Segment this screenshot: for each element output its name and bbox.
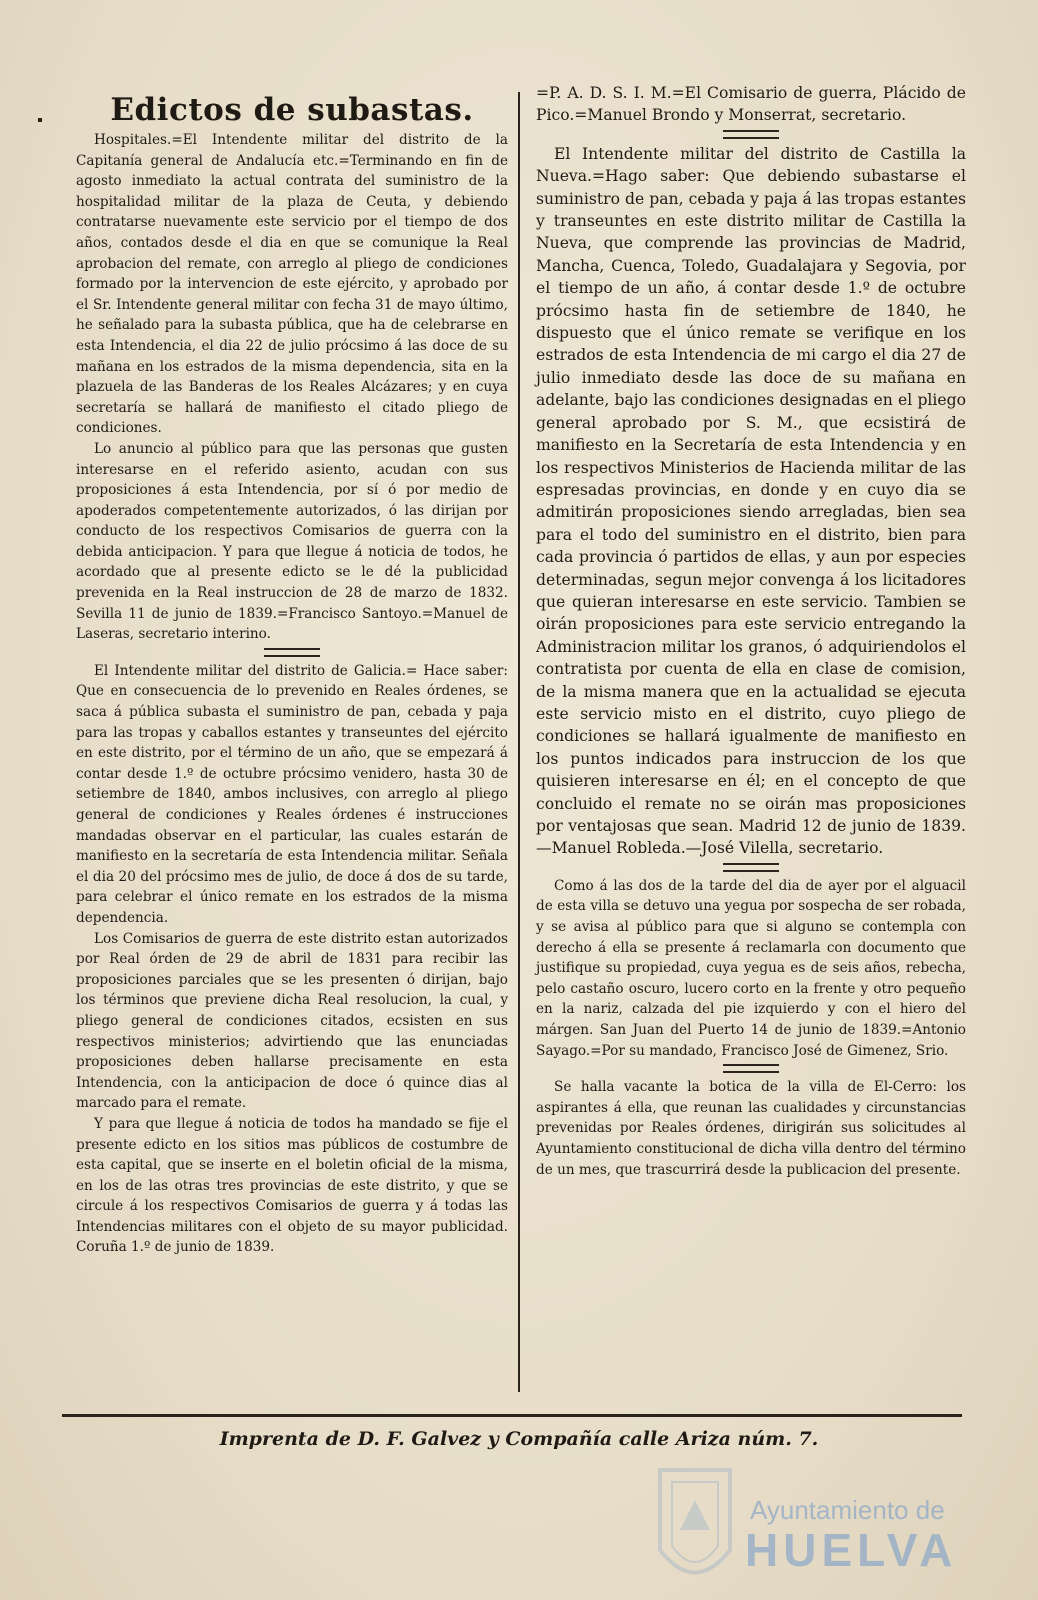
margin-mark (38, 118, 42, 122)
notice-botica: Se halla vacante la botica de la villa de El-Cerro: los aspirantes á ella, que reunan las cualidades y circunstancias prevenidas por Reales órdenes, dirigirán sus solicitudes al Ayuntamiento constitucional de dicha villa dentro del término de un mes, que trascurrirá desde la publicacion del presente. (536, 1079, 966, 1178)
edict-galicia-publicity: Y para que llegue á noticia de todos ha mandado se fije el presente edicto en los sitios mas públicos de costumbre de esta capital, que se inserte en el boletin oficial de la misma, en los de las otras tres provincias de este distrito, y que se circule á los respectivos Comisarios de guerra y á todas las Intendencias militares con el objeto de su mayor publicidad. Coruña 1.º de junio de 1839. (76, 1115, 508, 1256)
notice-yegua: Como á las dos de la tarde del dia de ayer por el alguacil de esta villa se detuvo una yegua por sospecha de ser robada, y se avisa al público para que si alguno se contempla con derecho á ella se presente á reclamarla con documento que justifique su propiedad, cuya yegua es de seis años, rebecha, pelo castaño oscuro, lucero corto en la frente y otro pequeño en la nariz, calzada del pie izquierdo y con el hiero del márgen. San Juan del Puerto 14 de junio de 1839.=Antonio Sayago.=Por su mandado, Francisco José de Gimenez, Srio. (536, 877, 966, 1059)
edict-galicia: El Intendente militar del distrito de Galicia.= Hace saber: Que en consecuencia de lo prevenido en Reales órdenes, se saca á pública subasta el suministro de pan, cebada y paja para las tropas y caballos estantes y transeuntes del ejército en este distrito, por el término de un año, que se empezará á contar desde 1.º de octubre prócsimo venidero, hasta 30 de setiembre de 1840, ambos inclusives, con arreglo al pliego general de condiciones y Reales órdenes é instrucciones mandadas observar en el particular, las cuales estarán de manifiesto en la secretaría de esta Intendencia militar. Señala el dia 20 del prócsimo mes de julio, de doce á dos de su tarde, para celebrar el único remate en los estrados de la misma dependencia. (76, 662, 508, 926)
left-column (76, 82, 508, 1258)
separator (264, 648, 320, 657)
edict-castilla-la-nueva: El Intendente militar del distrito de Castilla la Nueva.=Hago saber: Que debiendo subastarse el suministro de pan, cebada y paja á las tropas estantes y transeuntes en este distrito militar de Castilla la Nueva, que comprende las provincias de Madrid, Mancha, Cuenca, Toledo, Guadalajara y Segovia, por el tiempo de un año, á contar desde 1.º de octubre prócsimo hasta fin de setiembre de 1840, he dispuesto que el único remate se verifique en los estrados de esta Intendencia de mi cargo el dia 27 de julio inmediato desde las doce de su mañana en adelante, bajo las condiciones designadas en el pliego general aprobado por S. M., que ecsistirá de manifiesto en la Secretaría de esta Intendencia y en los respectivos Ministerios de Hacienda militar de las espresadas provincias, en donde y en cuyo dia se admitirán proposiciones siendo arregladas, bien sea para el todo del suministro en el distrito, bien para cada provincia ó partidos de ellas, y aun por especies determinadas, segun mejor convenga á los licitadores que quieran interesarse en este servicio. Tambien se oirán proposiciones para este servicio entregando la Administracion militar los granos, ó adquiriendolos el contratista por cuenta de ella en clase de comision, de la misma manera que en la actualidad se ejecuta este servicio misto en el distrito, cuyo pliego de condiciones se hallará igualmente de manifiesto en los puntos indicados para instruccion de los que quisieren interesarse en él; en el concepto de que concluido el remate no se oirán mas proposiciones por ventajosas que sean. Madrid 12 de junio de 1839.—Manuel Robleda.—José Vilella, secretario. (536, 144, 966, 858)
footer-rule (62, 1414, 962, 1417)
right-column (536, 82, 966, 1180)
separator (723, 863, 779, 872)
imprint-line: Imprenta de D. F. Galvez y Compañía calle Ariza núm. 7. (219, 1428, 819, 1450)
edict-hospitales: Hospitales.=El Intendente militar del distrito de la Capitanía general de Andalucía etc.=Terminando en fin de agosto inmediato la actual contrata del suministro de la hospitalidad militar de la plaza de Ceuta, y debiendo contratarse nuevamente este servicio por el tiempo de dos años, contados desde el dia en que se comunique la Real aprobacion del remate, con arreglo al pliego de condiciones formado por la intervencion de este ejército, y aprobado por el Sr. Intendente general militar con fecha 31 de mayo último, he señalado para la subasta pública, que ha de celebrarse en esta Intendencia, el dia 22 de julio prócsimo á las doce de su mañana en los estrados de la misma dependencia, sita en la plazuela de las Banderas de los Reales Alcázares; y en cuya secretaría se hallará de manifiesto el citado pliego de condiciones. (76, 132, 508, 437)
separator (723, 1064, 779, 1073)
edict-hospitales-continued: Lo anuncio al público para que las personas que gusten interesarse en el referido asiento, acudan con sus proposiciones á esta Intendencia, por sí ó por medio de apoderados competentemente autorizados, ó las dirijan por conducto de los respectivos Comisarios de guerra con la debida anticipacion. Y para que llegue á noticia de todos, he acordado que al presente edicto se le dé la publicidad prevenida en la Real instruccion de 28 de marzo de 1832. Sevilla 11 de junio de 1839.=Francisco Santoyo.=Manuel de Laseras, secretario interino. (76, 440, 508, 643)
signature-line: =P. A. D. S. I. M.=El Comisario de guerra, Plácido de Pico.=Manuel Brondo y Monserrat, secretario. (536, 84, 966, 125)
watermark-text-top: Ayuntamiento de (750, 1495, 945, 1525)
separator (723, 130, 779, 139)
column-divider (518, 92, 520, 1392)
section-title: Edictos de subastas. (110, 92, 474, 128)
edict-galicia-comisarios: Los Comisarios de guerra de este distrito estan autorizados por Real órden de 29 de abril de 1831 para recibir las proposiciones parciales que se les presenten ó dirijan, bajo los términos que previene dicha Real resolucion, la cual, y pliego general de condiciones citados, ecsisten en sus respectivos ministerios; advirtiendo que las enunciadas proposiciones deben hallarse precisamente en esta Intendencia, con la anticipacion de doce ó quince dias al marcado para el remate. (76, 930, 508, 1112)
watermark-text-bottom: HUELVA (745, 1524, 958, 1576)
